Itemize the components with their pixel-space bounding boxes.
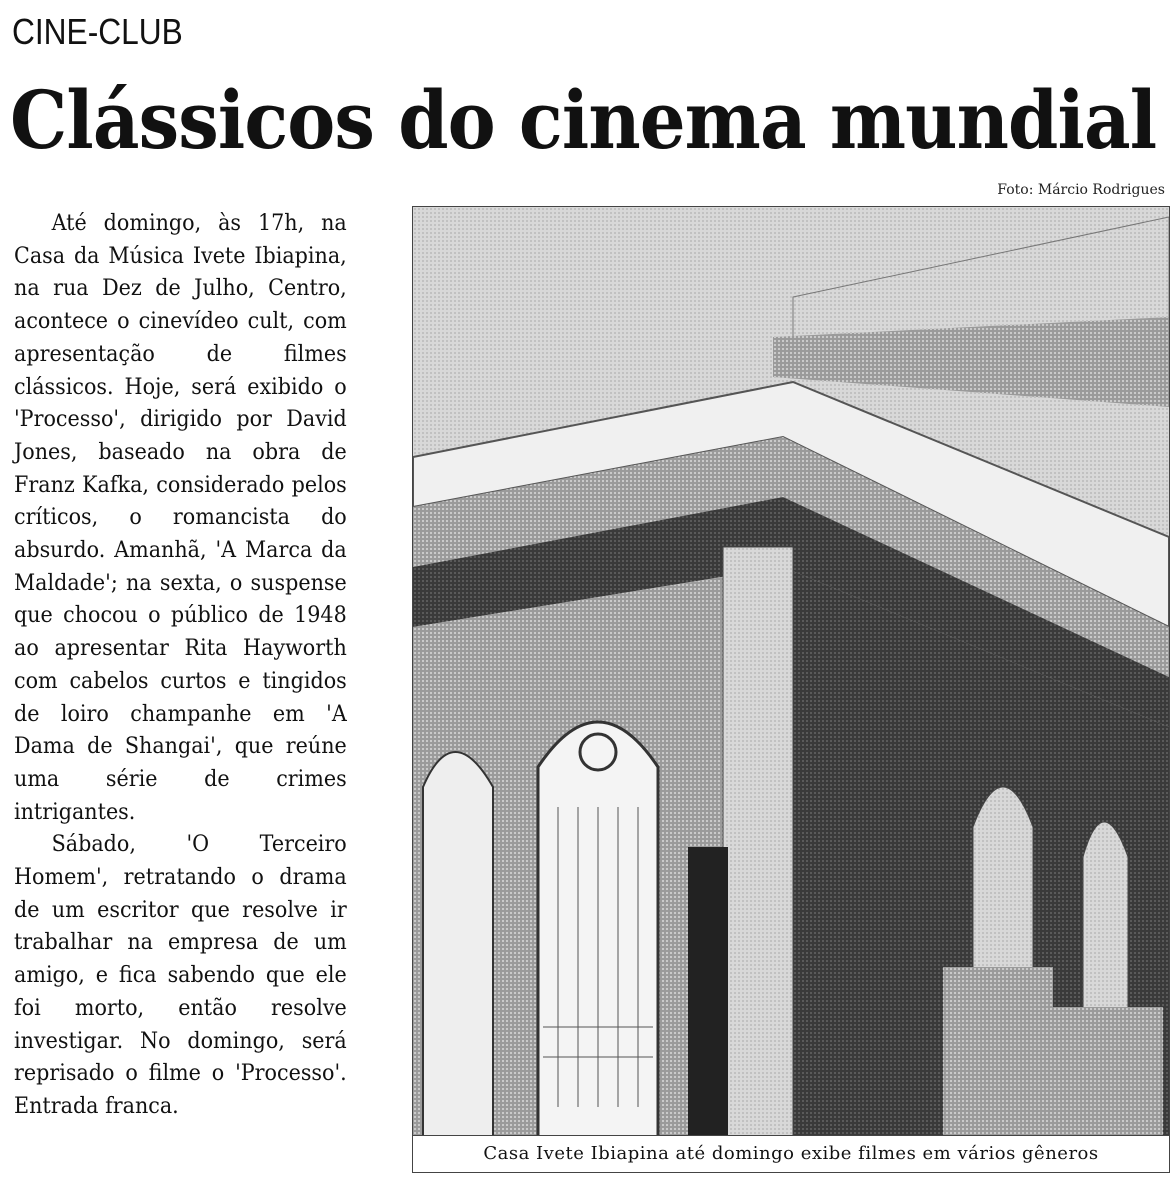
article-paragraph-2: Sábado, 'O Terceiro Homem', retratando o drama de um escritor que resolve ir trabalhar na empresa de um amigo, e fica sabendo que ele foi morto, então resolve investigar. No domingo, será reprisado o filme o 'Processo'. Entrada franca. — [14, 832, 347, 1119]
article-body — [14, 208, 347, 1124]
photo-caption: Casa Ivete Ibiapina até domingo exibe filmes em vários gêneros — [413, 1135, 1169, 1172]
building-illustration — [413, 207, 1169, 1137]
article-paragraph-1: Até domingo, às 17h, na Casa da Música Ivete Ibiapina, na rua Dez de Julho, Centro, acontece o cinevídeo cult, com apresentação de filmes clássicos. Hoje, será exibido o 'Processo', dirigido por David Jones, baseado na obra de Franz Kafka, considerado pelos críticos, o romancista do absurdo. Amanhã, 'A Marca da Maldade'; na sexta, o suspense que chocou o público de 1948 ao apresentar Rita Hayworth com cabelos curtos e tingidos de loiro champanhe em 'A Dama de Shangai', que reúne uma série de crimes intrigantes. — [14, 211, 347, 825]
building-photo — [412, 206, 1170, 1173]
section-tag: CINE-CLUB — [12, 11, 183, 52]
headline: Clássicos do cinema mundial — [10, 73, 1157, 167]
photo-credit: Foto: Márcio Rodrigues — [997, 182, 1165, 198]
